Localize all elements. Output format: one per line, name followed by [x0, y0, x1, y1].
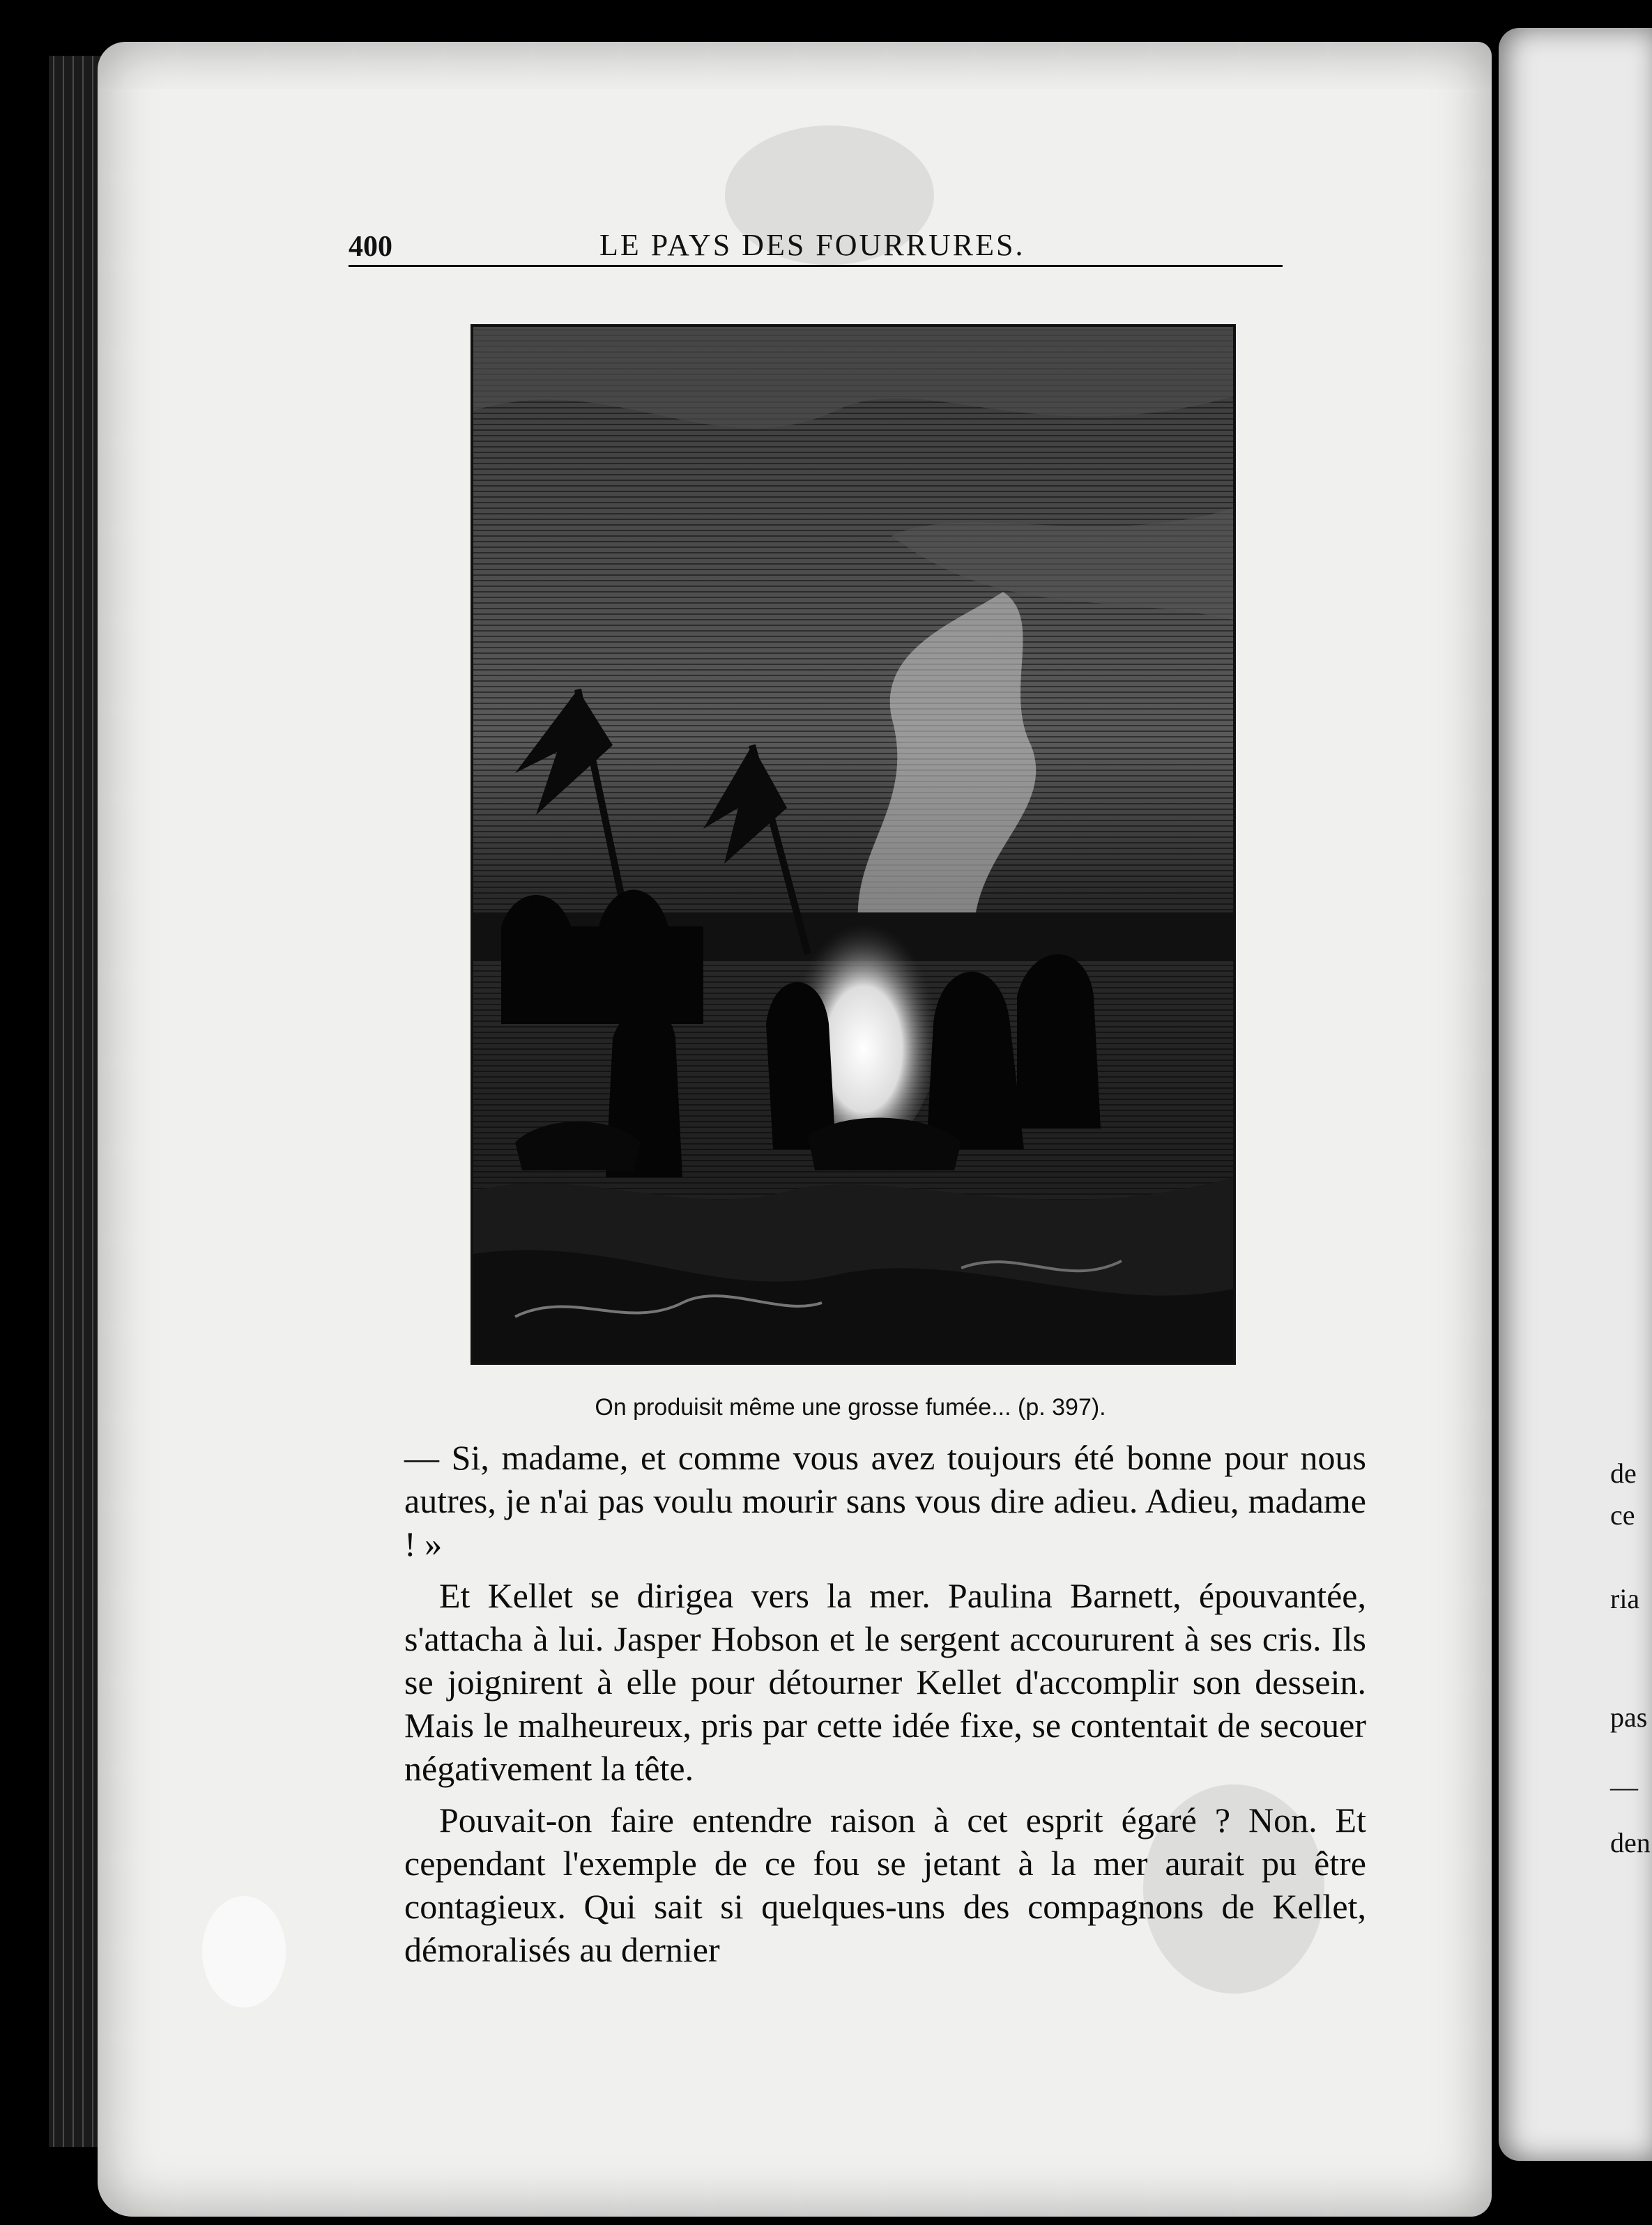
facing-page-fragment: den	[1610, 1827, 1651, 1858]
facing-page	[1499, 28, 1652, 2161]
running-title: LE PAYS DES FOURRURES.	[599, 228, 1025, 262]
facing-page-fragment: —	[1610, 1771, 1638, 1803]
facing-page-fragment: de	[1610, 1458, 1637, 1489]
engraving-bonfire-ice-shore-icon	[473, 327, 1233, 1362]
facing-page-fragment: ria	[1610, 1583, 1640, 1614]
illustration-caption: On produisit même une grosse fumée... (p. 397).	[595, 1394, 1106, 1421]
book-page-edges	[49, 56, 105, 2147]
paragraph: Pouvait-on faire entendre raison à cet esprit égaré ? Non. Et cependant l'exemple de ce fou se jetant à la mer aurait pu être contagieux. Qui sait si quelques-uns des compagnons de Kellet, démoralisés au dernier	[404, 1800, 1366, 1969]
facing-page-fragment: ce	[1610, 1499, 1635, 1531]
page-header	[349, 209, 1283, 267]
body-text	[404, 1436, 1366, 1980]
paragraph: — Si, madame, et comme vous avez toujours été bonne pour nous autres, je n'ai pas voulu mourir sans vous dire adieu. Adieu, madame ! »	[404, 1438, 1366, 1563]
paragraph: Et Kellet se dirigea vers la mer. Paulina Barnett, épouvantée, s'attacha à lui. Jasper Hobson et le sergent accoururent à ses cris. Ils se joignirent à elle pour détourner Kellet d'accomplir son dessein. Mais le malheureux, pris par cette idée fixe, se contentait de secouer négativement la tête.	[404, 1576, 1366, 1788]
page-number: 400	[349, 231, 392, 263]
page-stain	[202, 1896, 286, 2008]
engraving-illustration	[471, 324, 1236, 1365]
facing-page-fragment: pas	[1610, 1702, 1648, 1733]
